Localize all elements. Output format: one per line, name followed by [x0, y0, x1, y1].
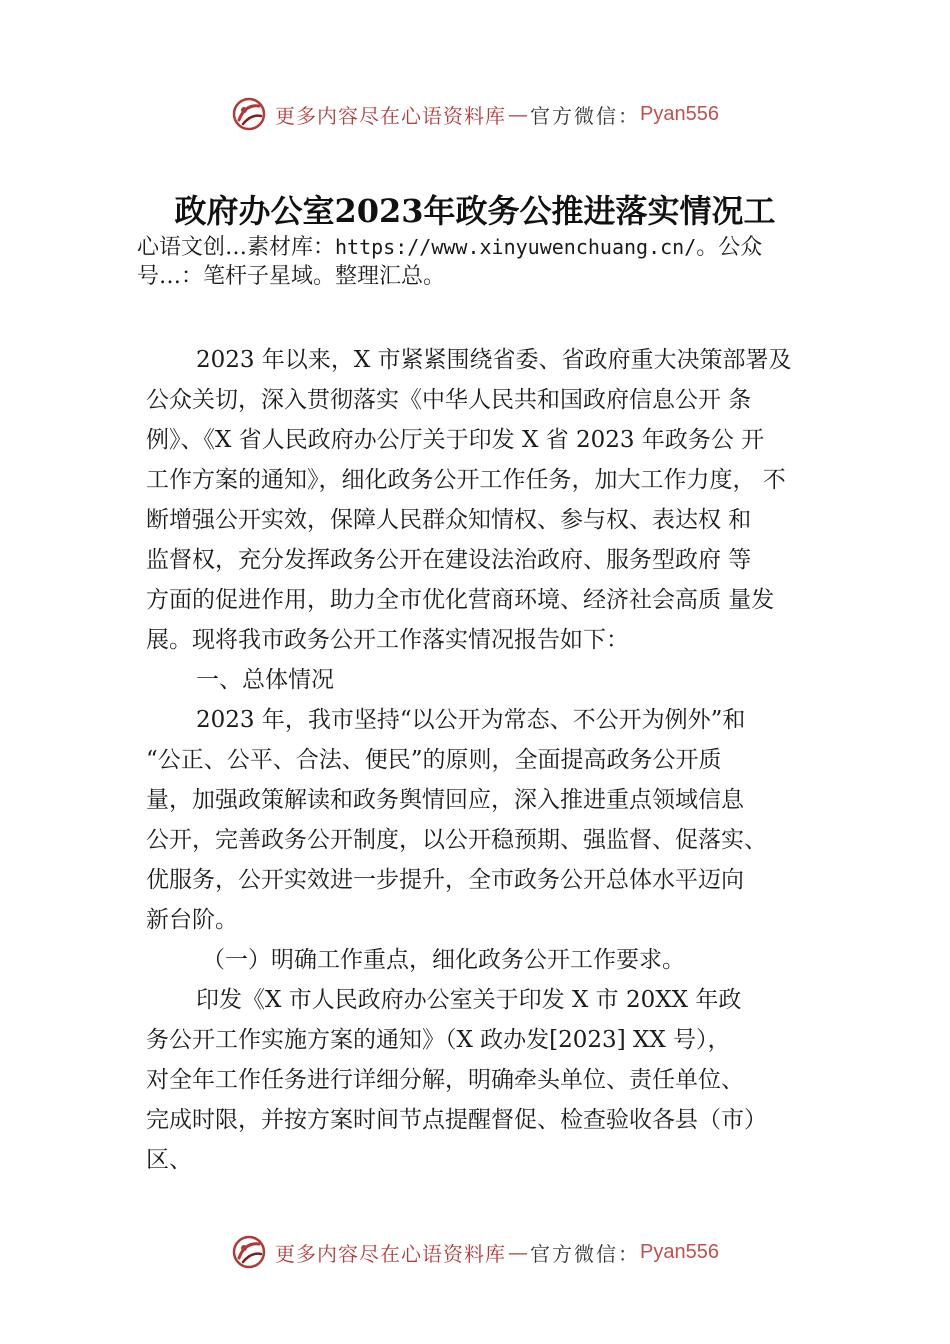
- banner-text: 更多内容尽在心语资料库: [275, 103, 507, 128]
- document-title: 政府办公室2023年政务公推进落实情况工: [174, 192, 776, 230]
- body-line: 对全年工作任务进行详细分解，明确牵头单位、责任单位、: [146, 1067, 744, 1093]
- body-line: 例》、《X 省人民政府办公厅关于印发 X 省 2023 年政务公 开: [146, 427, 765, 453]
- document-body: [146, 340, 836, 1180]
- section-heading: 一、总体情况: [196, 667, 334, 693]
- banner-wechat-id: Pyan556: [640, 102, 719, 125]
- source-prefix: 心语文创…素材库：: [137, 235, 336, 260]
- body-line: 量，加强政策解读和政务舆情回应，深入推进重点领域信息: [146, 787, 744, 813]
- banner-wechat-id: Pyan556: [640, 1240, 719, 1263]
- source-line-2: 号…：笔杆子星域。整理汇总。: [137, 264, 446, 289]
- xinyu-logo-icon: [231, 96, 267, 132]
- subsection-heading: （一）明确工作重点，细化政务公开工作要求。: [202, 947, 685, 973]
- body-line: 区、: [146, 1147, 192, 1173]
- body-line: 断增强公开实效，保障人民群众知情权、参与权、表达权 和: [146, 507, 752, 533]
- body-line: “公正、公平、合法、便民”的原则，全面提高政务公开质: [146, 747, 722, 773]
- xinyu-logo-icon: [231, 1234, 267, 1270]
- body-line: 新台阶。: [146, 907, 238, 933]
- footer-banner: [0, 1230, 950, 1274]
- banner-separator: —: [508, 102, 529, 126]
- source-suffix: 。公众: [696, 235, 763, 260]
- body-line: 公众关切，深入贯彻落实《中华人民共和国政府信息公开 条: [146, 387, 752, 413]
- body-line: 工作方案的通知》，细化政务公开工作任务，加大工作力度， 不: [146, 467, 786, 493]
- header-banner: [0, 92, 950, 136]
- body-line: 印发《X 市人民政府办公室关于印发 X 市 20XX 年政: [196, 987, 742, 1013]
- banner-text: 更多内容尽在心语资料库: [275, 1241, 507, 1266]
- body-line: 公开，完善政务公开制度，以公开稳预期、强监督、促落实、: [146, 827, 767, 853]
- body-line: 展。现将我市政务公开工作落实情况报告如下：: [146, 627, 629, 653]
- body-line: 优服务，公开实效进一步提升，全市政务公开总体水平迈向: [146, 867, 744, 893]
- body-line: 2023 年以来，X 市紧紧围绕省委、省政府重大决策部署及: [196, 347, 792, 373]
- body-line: 完成时限，并按方案时间节点提醒督促、检查验收各县（市）: [146, 1107, 767, 1133]
- source-url[interactable]: https://www.xinyuwenchuang.cn/: [335, 235, 697, 259]
- body-line: 2023 年，我市坚持“以公开为常态、不公开为例外”和: [196, 707, 746, 733]
- banner-wechat-label: 官方微信：: [530, 1241, 641, 1266]
- body-line: 监督权，充分发挥政务公开在建设法治政府、服务型政府 等: [146, 547, 752, 573]
- banner-separator: —: [508, 1240, 529, 1264]
- body-line: 务公开工作实施方案的通知》（X 政办发[2023] XX 号），: [146, 1027, 731, 1053]
- banner-wechat-label: 官方微信：: [530, 103, 641, 128]
- body-line: 方面的促进作用，助力全市优化营商环境、经济社会高质 量发: [146, 587, 775, 613]
- source-line-1: [137, 232, 837, 263]
